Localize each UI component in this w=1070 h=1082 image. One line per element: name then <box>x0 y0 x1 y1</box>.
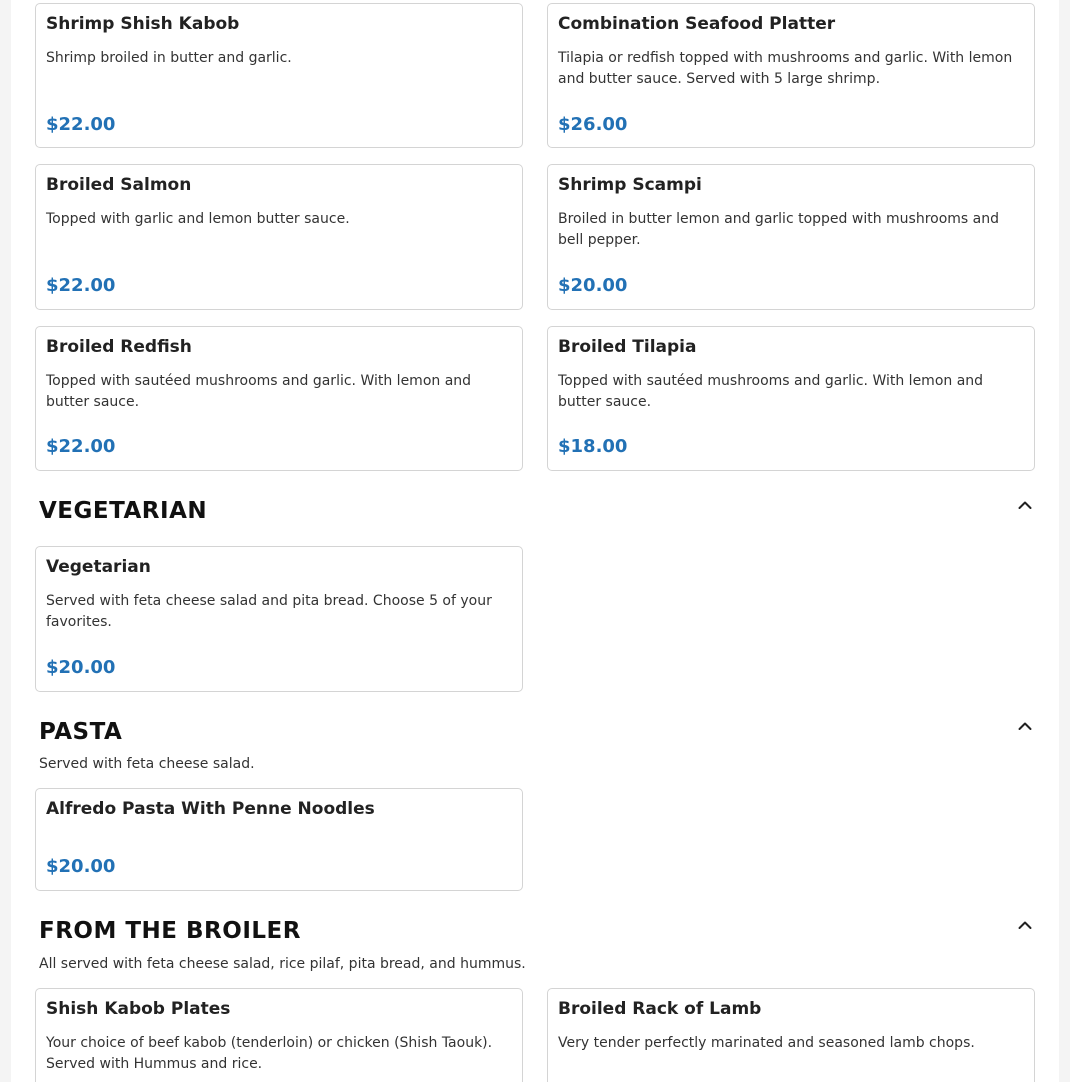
section-note: All served with feta cheese salad, rice pilaf, pita bread, and hummus. <box>39 956 526 972</box>
item-price: $20.00 <box>46 657 116 678</box>
menu-item-card[interactable] <box>35 788 523 891</box>
item-description: Very tender perfectly marinated and seasoned lamb chops. <box>558 1035 975 1051</box>
item-price: $22.00 <box>46 114 116 135</box>
section-title-pasta: PASTA <box>39 719 123 745</box>
menu-item-card[interactable] <box>35 3 523 148</box>
item-name: Shish Kabob Plates <box>46 999 231 1019</box>
item-price: $26.00 <box>558 114 628 135</box>
item-name: Shrimp Shish Kabob <box>46 14 240 34</box>
item-description: Topped with sautéed mushrooms and garlic. With lemon and butter sauce. <box>558 373 984 410</box>
menu-item-card[interactable] <box>547 164 1035 310</box>
chevron-up-icon[interactable] <box>1017 718 1033 734</box>
item-name: Broiled Redfish <box>46 337 192 357</box>
item-price: $22.00 <box>46 275 116 296</box>
item-description: Topped with sautéed mushrooms and garlic. With lemon and butter sauce. <box>46 373 472 410</box>
menu-item-card[interactable] <box>35 988 523 1082</box>
item-name: Broiled Salmon <box>46 175 192 195</box>
item-name: Broiled Tilapia <box>558 337 697 357</box>
section-title-broiler: FROM THE BROILER <box>39 918 301 944</box>
menu-item-card[interactable] <box>547 326 1035 471</box>
item-name: Shrimp Scampi <box>558 175 702 195</box>
menu-item-card[interactable] <box>35 546 523 692</box>
item-description: Your choice of beef kabob (tenderloin) or chicken (Shish Taouk). Served with Hummus and rice. <box>46 1035 493 1072</box>
item-description: Tilapia or redfish topped with mushrooms and garlic. With lemon and butter sauce. Served with 5 large shrimp. <box>558 50 1013 87</box>
item-description: Broiled in butter lemon and garlic topped with mushrooms and bell pepper. <box>558 211 999 248</box>
chevron-up-icon[interactable] <box>1017 917 1033 933</box>
menu-item-card[interactable] <box>547 3 1035 148</box>
chevron-up-icon[interactable] <box>1017 497 1033 513</box>
item-name: Vegetarian <box>46 557 151 577</box>
section-note: Served with feta cheese salad. <box>39 756 255 772</box>
item-name: Broiled Rack of Lamb <box>558 999 762 1019</box>
menu-item-card[interactable] <box>35 164 523 310</box>
menu-item-card[interactable] <box>547 988 1035 1082</box>
item-description: Served with feta cheese salad and pita bread. Choose 5 of your favorites. <box>46 593 492 630</box>
section-title-vegetarian: VEGETARIAN <box>39 498 208 524</box>
item-description: Shrimp broiled in butter and garlic. <box>46 50 292 66</box>
item-price: $22.00 <box>46 436 116 457</box>
item-price: $20.00 <box>46 856 116 877</box>
item-price: $18.00 <box>558 436 628 457</box>
item-description: Topped with garlic and lemon butter sauce. <box>46 211 350 227</box>
item-price: $20.00 <box>558 275 628 296</box>
item-name: Alfredo Pasta With Penne Noodles <box>46 799 375 819</box>
item-name: Combination Seafood Platter <box>558 14 836 34</box>
menu-item-card[interactable] <box>35 326 523 471</box>
menu-page <box>11 0 1059 1082</box>
